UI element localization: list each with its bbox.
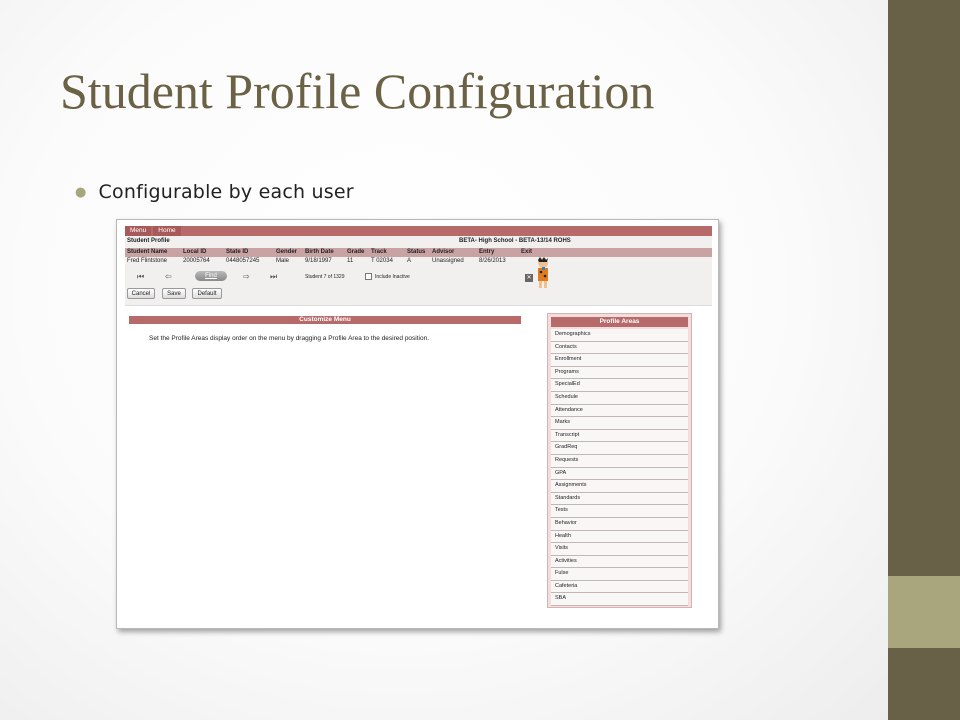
action-buttons <box>125 288 712 302</box>
profile-area-item[interactable]: Fulse <box>551 568 688 581</box>
profile-area-item[interactable]: Requests <box>551 455 688 468</box>
bullet-dot-icon: ● <box>75 185 87 200</box>
next-record-icon[interactable]: ⇨ <box>243 272 250 281</box>
cell-entry: 8/26/2013 <box>479 258 506 264</box>
side-decoration-dark-bottom <box>888 648 960 720</box>
include-inactive-label: Include Inactive <box>375 274 410 280</box>
cell-local-id: 20005764 <box>183 258 210 264</box>
student-info-panel <box>125 236 712 306</box>
cell-gender: Male <box>276 258 290 264</box>
col-header: Exit <box>521 249 533 255</box>
last-record-icon[interactable]: ⏭ <box>270 272 278 281</box>
profile-area-item[interactable]: Assignments <box>551 480 688 493</box>
profile-area-item[interactable]: SBA <box>551 593 688 606</box>
include-inactive-checkbox[interactable] <box>365 273 372 280</box>
panel-title: Student Profile <box>127 238 170 244</box>
col-header: State ID <box>226 249 249 255</box>
menu-tab[interactable]: Menu <box>125 226 151 236</box>
profile-area-item[interactable]: Programs <box>551 367 688 380</box>
slide-title: Student Profile Configuration <box>60 63 655 119</box>
col-header: Local ID <box>183 249 207 255</box>
save-button[interactable]: Save <box>162 288 186 299</box>
customize-instructions: Set the Profile Areas display order on the menu by dragging a Profile Area to the desired position. <box>149 335 430 342</box>
cell-student-name: Fred Flintstone <box>127 258 168 264</box>
home-tab[interactable]: Home <box>153 226 180 236</box>
profile-areas-panel <box>547 313 692 608</box>
top-menu-bar <box>125 226 712 236</box>
cell-track: T 02034 <box>371 258 393 264</box>
profile-area-item[interactable]: Attendance <box>551 405 688 418</box>
profile-area-item[interactable]: Cafeteria <box>551 581 688 594</box>
side-decoration-dark <box>888 0 960 576</box>
col-header: Grade <box>347 249 365 255</box>
col-header: Advisor <box>432 249 455 255</box>
profile-area-item[interactable]: Contacts <box>551 342 688 355</box>
profile-area-item[interactable]: Activities <box>551 556 688 569</box>
bullet-item <box>75 181 354 203</box>
profile-area-item[interactable]: GradReq <box>551 442 688 455</box>
school-name: BETA- High School - BETA-13/14 ROHS <box>459 238 571 244</box>
student-count: Student 7 of 1329 <box>305 274 345 280</box>
profile-areas-list <box>551 329 688 606</box>
col-header: Gender <box>276 249 298 255</box>
profile-area-item[interactable]: Health <box>551 531 688 544</box>
col-header: Track <box>371 249 387 255</box>
cancel-button[interactable]: Cancel <box>127 288 155 299</box>
record-navigation <box>125 270 712 284</box>
cell-advisor: Unassigned <box>432 258 464 264</box>
bullet-text: Configurable by each user <box>98 181 354 203</box>
profile-area-item[interactable]: Demographics <box>551 329 688 342</box>
profile-area-item[interactable]: SpecialEd <box>551 379 688 392</box>
profile-area-item[interactable]: Schedule <box>551 392 688 405</box>
profile-area-item[interactable]: Standards <box>551 493 688 506</box>
profile-area-item[interactable]: Visits <box>551 543 688 556</box>
col-header: Status <box>407 249 426 255</box>
col-header: Birth Date <box>305 249 334 255</box>
profile-area-item[interactable]: Tests <box>551 505 688 518</box>
table-header-row <box>125 248 712 257</box>
table-row[interactable] <box>125 257 712 266</box>
first-record-icon[interactable]: ⏮ <box>137 272 145 281</box>
cell-birth-date: 9/18/1997 <box>305 258 332 264</box>
cell-status: A <box>407 258 412 264</box>
customize-menu-header: Customize Menu <box>129 316 521 324</box>
profile-area-item[interactable]: GPA <box>551 468 688 481</box>
default-button[interactable]: Default <box>192 288 222 299</box>
find-button[interactable]: Find <box>195 271 227 281</box>
cell-grade: 11 <box>347 258 354 264</box>
side-decoration-light <box>888 576 960 648</box>
excel-export-icon[interactable]: ✕ <box>526 275 532 281</box>
cell-state-id: 0448057245 <box>226 258 260 264</box>
profile-area-item[interactable]: Transcript <box>551 430 688 443</box>
previous-record-icon[interactable]: ⇦ <box>165 272 172 281</box>
profile-area-item[interactable]: Behavior <box>551 518 688 531</box>
profile-area-item[interactable]: Enrollment <box>551 354 688 367</box>
col-header: Student Name <box>127 249 168 255</box>
col-header: Entry <box>479 249 495 255</box>
panel-title-row <box>125 238 712 246</box>
embedded-screenshot <box>116 219 719 629</box>
profile-area-item[interactable]: Marks <box>551 417 688 430</box>
profile-areas-header: Profile Areas <box>551 317 688 327</box>
